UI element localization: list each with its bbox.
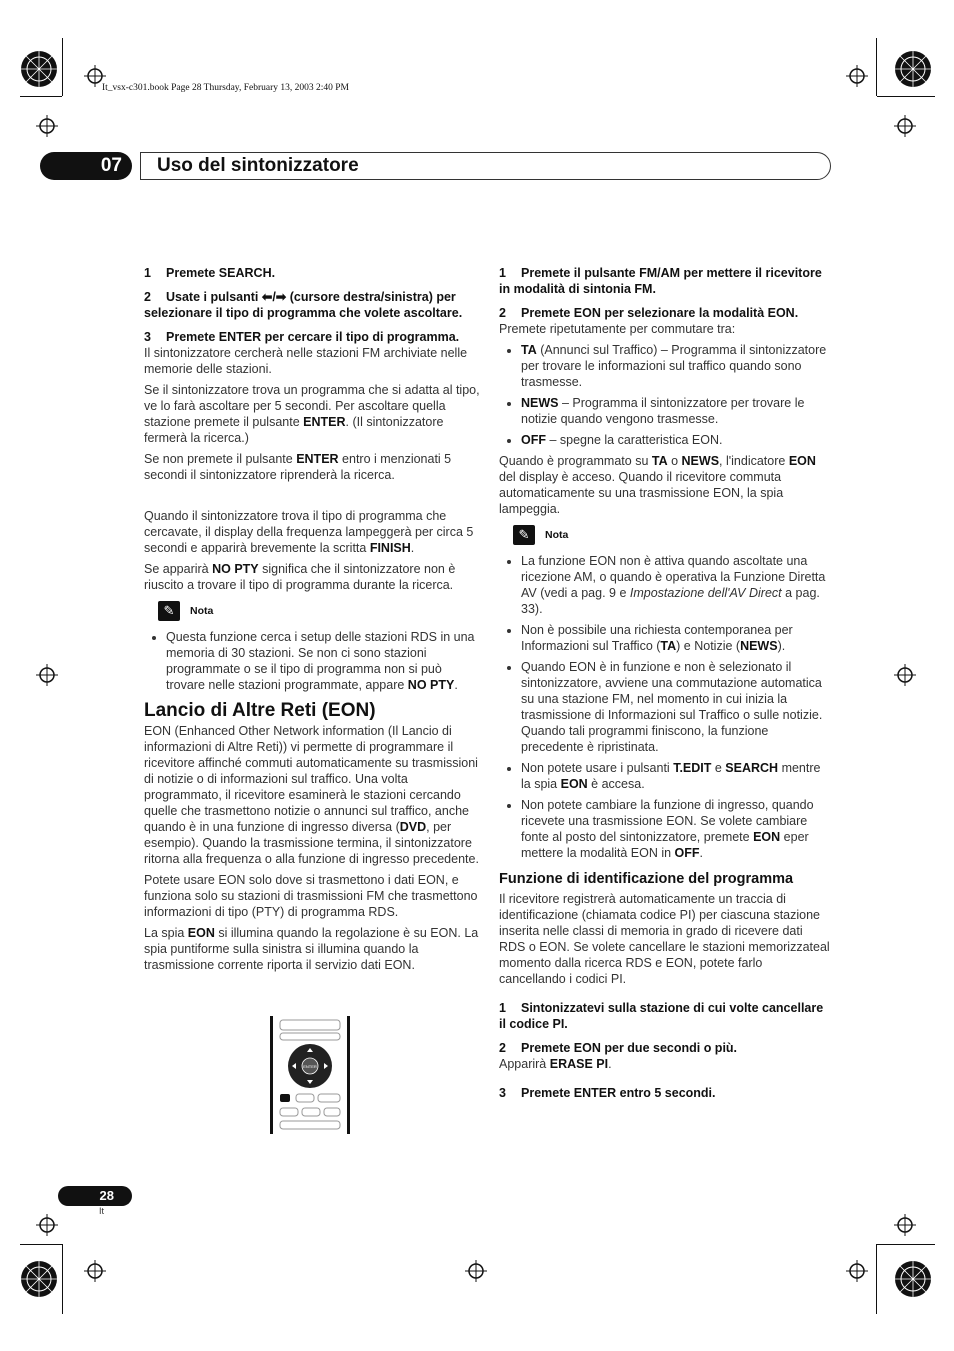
language-code: It [99,1206,105,1216]
registration-target-icon [20,50,58,88]
left-column [144,265,480,978]
crosshair-icon [465,1260,487,1282]
paragraph: Il ricevitore registrerà automaticamente un traccia di identificazione (chiamata codice PI) per ciascuna stazione inserita nelle classi di memoria in grado di ricevere dati RDS o EON. Se volete cancellare le stazioni memorizzateal momento dalla ricerca RDS e EON, potete farlo cancellando i codici PI. [499,892,830,986]
list-item: • La funzione EON non è attiva quando ascoltate una ricezione AM, o quando è operativa la Funzione Diretta AV (vedi a pag. 9 e Impostazione dell'AV Direct a pag. 33). [521,553,831,617]
paragraph: Se non premete il pulsante ENTER entro i menzionati 5 secondi il sintonizzatore riprenderà la ricerca. [144,452,452,482]
list-item: • Non potete cambiare la funzione di ingresso, quando ricevete una trasmissione EON. Se volete cambiare fonte al posto del sintonizzatore, premete EON eper mettere la modalità EON in OFF. [521,797,831,861]
step-1: 1 Premete SEARCH. [144,266,276,280]
step-1: 1 Sintonizzatevi sulla stazione di cui volte cancellare il codice PI. [499,1001,824,1031]
pencil-note-icon: ✎ [513,525,535,545]
paragraph: La spia EON si illumina quando la regolazione è su EON. La spia puntiforme sulla sinistra si illumina quando la trasmissione corrente riporta il servizio dati EON. [144,926,479,972]
print-header-line: It_vsx-c301.book Page 28 Thursday, February 13, 2003 2:40 PM [102,83,349,93]
crop-line [20,96,62,97]
section-heading-eon: Lancio di Altre Reti (EON) [144,700,376,721]
registration-target-icon [894,1260,932,1298]
remote-control-illustration [270,1016,350,1134]
paragraph: Se il sintonizzatore trova un programma che si adatta al tipo, ve lo farà ascoltare per 5 secondi. Per ascoltare quella stazione premete il pulsante ENTER. (Il sintonizzatore fermerà la ricerca.) [144,383,480,445]
list-item: • Non potete usare i pulsanti T.EDIT e SEARCH mentre la spia EON è accesa. [521,760,831,792]
svg-text:ENTER: ENTER [303,1064,317,1069]
crop-line [876,1244,877,1314]
crosshair-icon [846,1260,868,1282]
crop-line [20,1244,62,1245]
list-item: • NEWS – Programma il sintonizzatore per trovare le notizie quando vengono trasmesse. [521,395,831,427]
note-list [144,629,480,693]
step-3: 3 Premete ENTER per cercare il tipo di programma. [144,330,460,344]
chapter-number-badge: 07 [40,152,132,180]
crop-line [876,38,877,96]
crop-line [62,1244,63,1314]
paragraph: Il sintonizzatore cercherà nelle stazioni FM archiviate nelle memorie delle stazioni. [144,346,468,376]
paragraph: Quando è programmato su TA o NEWS, l'indicatore EON del display è acceso. Quando il ricevitore commuta automaticamente su una trasmissione EON, la spia lampeggia. [499,454,816,516]
list-item: • Quando EON è in funzione e non è selezionato il sintonizzatore, avviene una commutazione automatica su una stazione FM, nel momento in cui inizia la trasmissione di Informazioni sul Traffico o sulle notizie. Quando tali programmi finiscono, la funzione precedente è ripristinata. [521,659,831,755]
list-item: • Non è possibile una richiesta contemporanea per Informazioni sul Traffico (TA) e Notizie (NEWS). [521,622,831,654]
paragraph: Quando il sintonizzatore trova il tipo di programma che cercavate, il display della frequenza lampeggerà per circa 5 secondi e apparirà brevemente la scritta FINISH. [144,509,474,555]
list-item: • Questa funzione cerca i setup delle stazioni RDS in una memoria di 30 stazioni. Se non ci sono stazioni programmate o se il tipo di programma non si può trovare nelle stazioni programmate, appare NO PTY. [166,629,480,693]
step-2: 2 Usate i pulsanti ⬅/➡ (cursore destra/sinistra) per selezionare il tipo di programma che volete ascoltare. [144,290,463,320]
crop-line [877,96,935,97]
step-1: 1 Premete il pulsante FM/AM per mettere il ricevitore in modalità di sintonia FM. [499,266,822,296]
note-list [499,553,831,861]
crosshair-icon [894,1214,916,1236]
paragraph: Potete usare EON solo dove si trasmettono i dati EON, e funziona solo su stazioni di trasmissioni FM che trasmettono informazioni di tipo (PTY) di programma RDS. [144,873,478,919]
paragraph: Apparirà ERASE PI. [499,1057,612,1071]
right-column [499,265,831,1109]
crosshair-icon [894,115,916,137]
note-heading: ✎ Nota [513,525,831,545]
paragraph: EON (Enhanced Other Network information (Il Lancio di informazioni di Altre Reti)) vi permette di programmare il ricevitore affinché commuti automaticamente su trasmissioni di notizie o di informazioni sul traffico. Una volta programmato, il ricevitore esaminerà le stazioni cercando quelle che trasmettono notizie o annunci sul traffico, anche quando è in una funzione di ingresso diversa (DVD, per esempio). Quando la trasmissione termina, il sintonizzatore ritorna alla frequenza o alla funzione di ingresso precedente. [144,724,479,866]
crosshair-icon [846,65,868,87]
crosshair-icon [84,1260,106,1282]
registration-target-icon [20,1260,58,1298]
crop-line [877,1244,935,1245]
paragraph: Premete ripetutamente per commutare tra: [499,322,736,336]
bullet-list [499,342,831,448]
crosshair-icon [36,664,58,686]
step-2: 2 Premete EON per due secondi o più. [499,1041,738,1055]
crosshair-icon [36,1214,58,1236]
list-item: • OFF – spegne la caratteristica EON. [521,432,831,448]
paragraph: Se apparirà NO PTY significa che il sintonizzatore non è riuscito a trovare il tipo di programma durante la ricerca. [144,562,456,592]
pencil-note-icon: ✎ [158,601,180,621]
crosshair-icon [894,664,916,686]
step-3: 3 Premete ENTER entro 5 secondi. [499,1086,716,1100]
registration-target-icon [894,50,932,88]
section-heading-pi: Funzione di identificazione del programma [499,871,794,887]
crosshair-icon [36,115,58,137]
crop-line [62,38,63,96]
page-number: 28 [58,1186,132,1206]
note-heading: ✎ Nota [158,601,480,621]
chapter-title: Uso del sintonizzatore [140,152,831,180]
step-2: 2 Premete EON per selezionare la modalità EON. [499,306,799,320]
list-item: • TA (Annunci sul Traffico) – Programma il sintonizzatore per trovare le informazioni sul traffico quando sono trasmesse. [521,342,831,390]
